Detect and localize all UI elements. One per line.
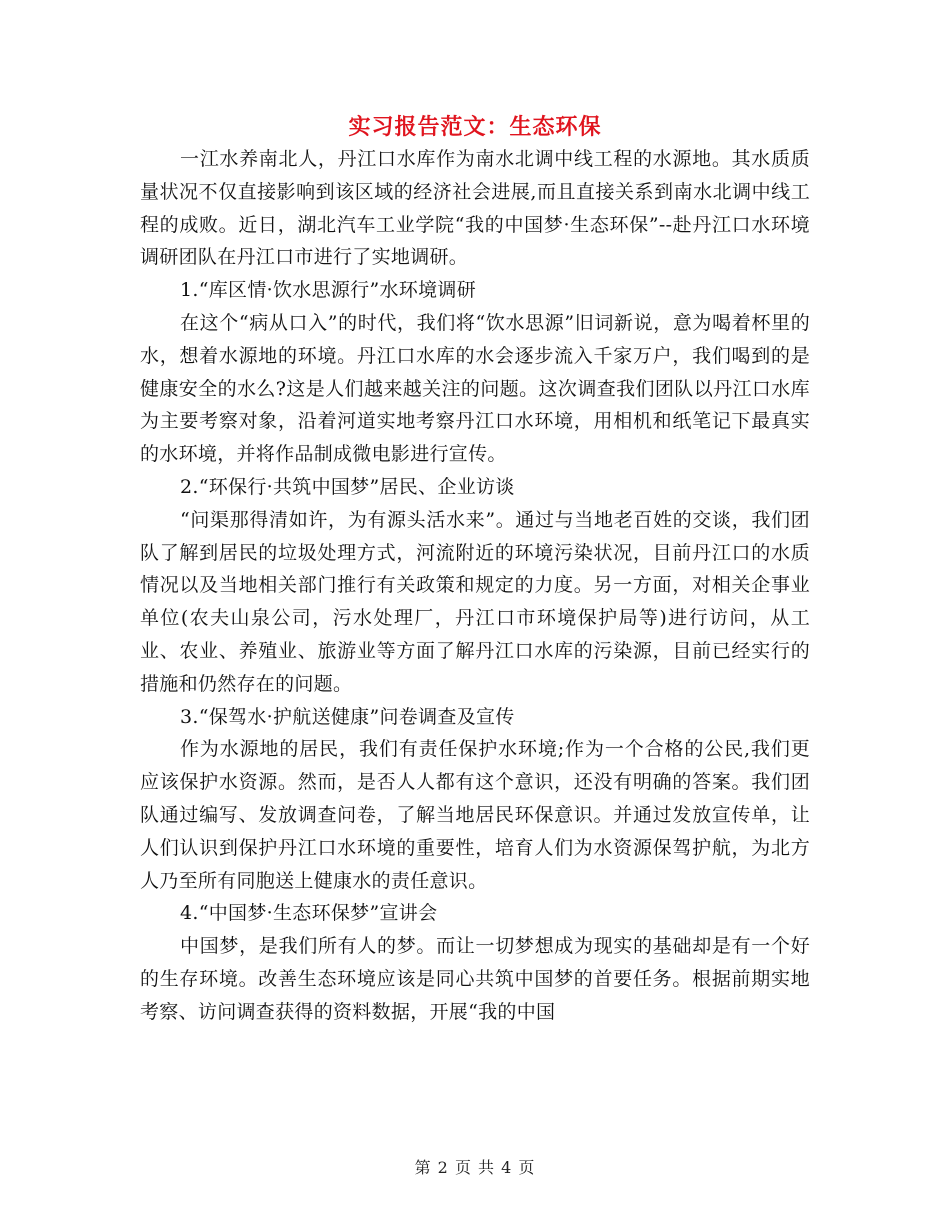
intro-paragraph: 一江水养南北人，丹江口水库作为南水北调中线工程的水源地。其水质质量状况不仅直接影响到该区域的经济社会进展,而且直接关系到南水北调中线工程的成败。近日，湖北汽车工业学院“我的中国梦·生态环保”--赴丹江口水环境调研团队在丹江口市进行了实地调研。 bbox=[140, 148, 810, 269]
document-title: 实习报告范文：生态环保 bbox=[348, 114, 602, 140]
page-footer: 第 2 页 共 4 页 bbox=[414, 1158, 536, 1177]
section-heading-4: 4.“中国梦·生态环保梦”宣讲会 bbox=[180, 902, 438, 925]
section-paragraph-4: 中国梦，是我们所有人的梦。而让一切梦想成为现实的基础却是有一个好的生存环境。改善生态环境应该是同心共筑中国梦的首要任务。根据前期实地考察、访问调查获得的资料数据，开展“我的中国 bbox=[140, 935, 810, 1023]
section-paragraph-3: 作为水源地的居民，我们有责任保护水环境;作为一个合格的公民,我们更应该保护水资源。然而，是否人人都有这个意识，还没有明确的答案。我们团队通过编写、发放调查问卷，了解当地居民环保意识。并通过发放宣传单，让人们认识到保护丹江口水环境的重要性，培育人们为水资源保驾护航，为北方人乃至所有同胞送上健康水的责任意识。 bbox=[140, 738, 810, 892]
section-heading-3: 3.“保驾水·护航送健康”问卷调查及宣传 bbox=[180, 705, 515, 728]
document-body bbox=[140, 143, 810, 1029]
section-paragraph-2: “问渠那得清如许，为有源头活水来”。通过与当地老百姓的交谈，我们团队了解到居民的垃圾处理方式，河流附近的环境污染状况，目前丹江口的水质情况以及当地相关部门推行有关政策和规定的力度。另一方面，对相关企事业单位(农夫山泉公司，污水处理厂，丹江口市环境保护局等)进行访问，从工业、农业、养殖业、旅游业等方面了解丹江口水库的污染源，目前已经实行的措施和仍然存在的问题。 bbox=[140, 508, 810, 695]
section-heading-1: 1.“库区情·饮水思源行”水环境调研 bbox=[180, 279, 476, 302]
section-paragraph-1: 在这个“病从口入”的时代，我们将“饮水思源”旧词新说，意为喝着杯里的水，想着水源地的环境。丹江口水库的水会逐步流入千家万户，我们喝到的是健康安全的水么?这是人们越来越关注的问题。这次调查我们团队以丹江口水库为主要考察对象，沿着河道实地考察丹江口水环境，用相机和纸笔记下最真实的水环境，并将作品制成微电影进行宣传。 bbox=[140, 311, 810, 466]
section-heading-2: 2.“环保行·共筑中国梦”居民、企业访谈 bbox=[180, 475, 515, 498]
